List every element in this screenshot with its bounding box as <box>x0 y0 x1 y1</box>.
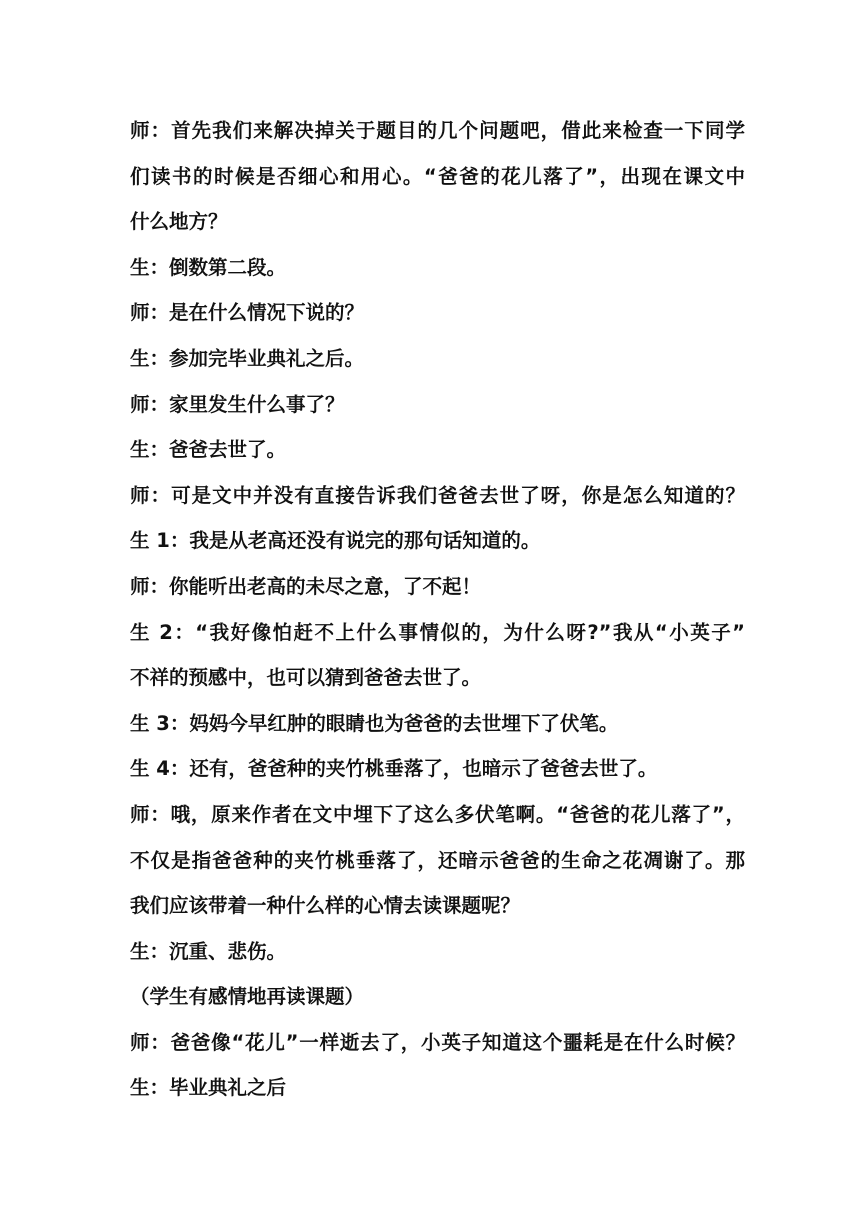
text-line: 生：参加完毕业典礼之后。 <box>130 346 365 370</box>
text-line: 不仅是指爸爸种的夹竹桃垂落了，还暗示爸爸的生命之花凋谢了。那 <box>130 848 745 872</box>
text-line: 什么地方？ <box>130 210 228 234</box>
text-line: 师：家里发生什么事了？ <box>130 392 345 416</box>
text-line: 师：是在什么情况下说的？ <box>130 301 365 325</box>
text-line: 师：爸爸像“花儿”一样逝去了，小英子知道这个噩耗是在什么时候？ <box>130 1030 745 1054</box>
text-line: 生：毕业典礼之后 <box>130 1076 287 1100</box>
text-line: 生：倒数第二段。 <box>130 255 287 279</box>
text-line: 我们应该带着一种什么样的心情去读课题呢？ <box>130 894 521 918</box>
text-line: 生：爸爸去世了。 <box>130 438 287 462</box>
text-line: 们读书的时候是否细心和用心。“爸爸的花儿落了”，出现在课文中 <box>130 164 745 188</box>
text-line: 生：沉重、悲伤。 <box>130 939 287 963</box>
text-line: 师：哦，原来作者在文中埋下了这么多伏笔啊。“爸爸的花儿落了”， <box>130 802 745 826</box>
text-line: 生 1：我是从老高还没有说完的那句话知道的。 <box>130 529 541 553</box>
text-line: 生 2：“我好像怕赶不上什么事情似的，为什么呀?”我从“小英子” <box>130 620 745 644</box>
text-line: （学生有感情地再读课题） <box>130 985 365 1009</box>
text-line: 师：可是文中并没有直接告诉我们爸爸去世了呀，你是怎么知道的？ <box>130 483 745 507</box>
text-line: 生 4：还有，爸爸种的夹竹桃垂落了，也暗示了爸爸去世了。 <box>130 757 658 781</box>
document-body <box>130 108 745 1111</box>
text-line: 不祥的预感中，也可以猜到爸爸去世了。 <box>130 666 482 690</box>
text-line: 生 3：妈妈今早红肿的眼睛也为爸爸的去世埋下了伏笔。 <box>130 711 619 735</box>
text-line: 师：你能听出老高的未尽之意，了不起！ <box>130 574 482 598</box>
text-line: 师：首先我们来解决掉关于题目的几个问题吧，借此来检查一下同学 <box>130 119 745 142</box>
